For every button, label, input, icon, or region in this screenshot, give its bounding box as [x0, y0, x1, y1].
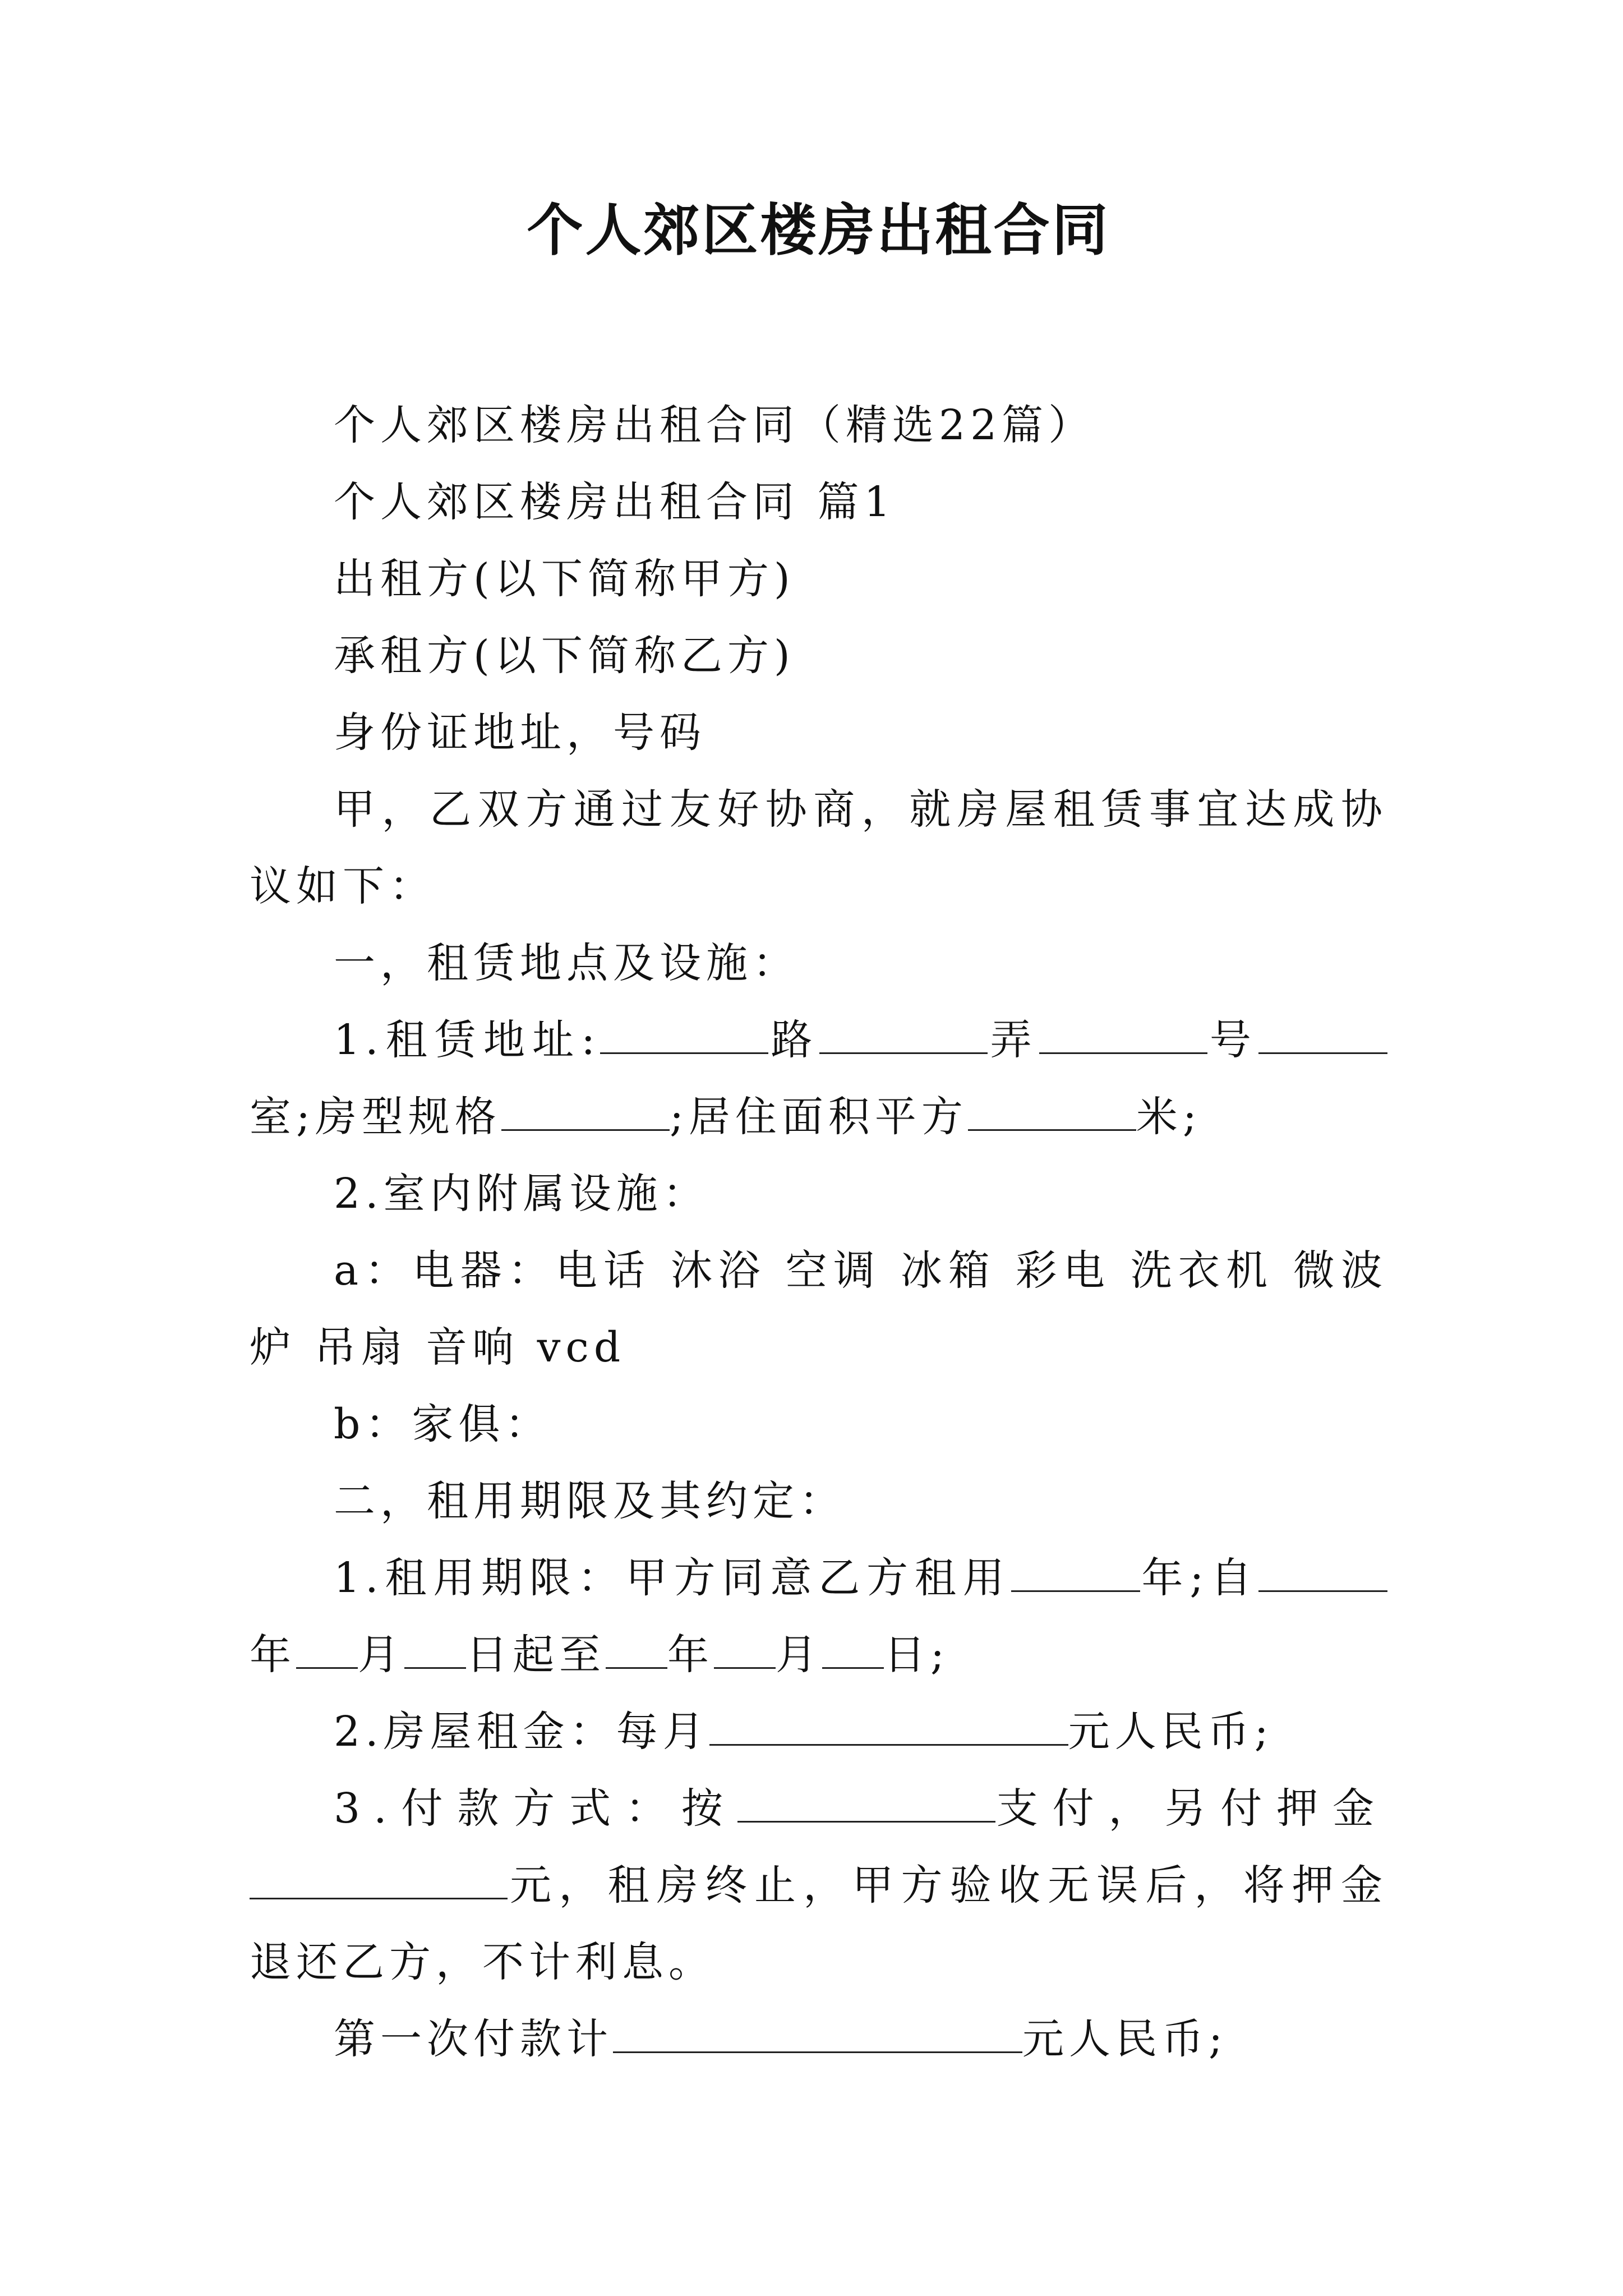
first-payment-unit: 元人民币; — [1022, 2015, 1228, 2063]
payment-mid: 支付，另付押金 — [995, 1784, 1388, 1833]
first-payment-line — [250, 2001, 1387, 2078]
appliances-line: a：电器：电话 沐浴 空调 冰箱 彩电 洗衣机 微波炉 吊扇 音响 vcd — [250, 1246, 1387, 1372]
end-day-blank — [822, 1621, 884, 1669]
document-body — [250, 387, 1387, 2078]
term-year-label: 年;自 — [1140, 1554, 1258, 1602]
start-day-label: 日起至 — [466, 1631, 606, 1679]
number-blank — [1039, 1006, 1207, 1054]
clause-one-heading: 一，租赁地点及设施： — [334, 939, 799, 987]
start-day-blank — [404, 1621, 466, 1669]
section-heading: 个人郊区楼房出租合同 篇1 — [334, 478, 896, 526]
lane-label: 弄 — [988, 1016, 1039, 1064]
deposit-blank — [250, 1852, 508, 1899]
rent-blank — [709, 1698, 1068, 1746]
start-month-blank — [296, 1621, 358, 1669]
living-area-label: ;居住面积平方 — [669, 1093, 968, 1141]
clause-two-heading: 二，租用期限及其约定： — [334, 1477, 846, 1525]
road-blank — [600, 1006, 768, 1054]
payment-paragraph — [250, 1770, 1387, 2001]
end-year-label: 年 — [667, 1631, 714, 1679]
term-label: 1.租用期限：甲方同意乙方租用 — [334, 1554, 1011, 1602]
subtitle-line: 个人郊区楼房出租合同（精选22篇） — [334, 401, 1095, 449]
area-blank — [968, 1083, 1136, 1131]
number-label: 号 — [1207, 1016, 1258, 1064]
term-years-blank — [1011, 1544, 1140, 1592]
start-year-blank — [1258, 1544, 1387, 1592]
end-month-label: 月 — [776, 1631, 822, 1679]
agreement-intro: 甲，乙双方通过友好协商，就房屋租赁事宜达成协议如下： — [250, 785, 1387, 910]
payment-label: 3.付款方式：按 — [334, 1784, 737, 1833]
furniture-line: b：家俱： — [334, 1400, 552, 1448]
first-payment-label: 第一次付款计 — [334, 2015, 613, 2063]
lease-address-paragraph — [250, 1002, 1387, 1156]
rent-unit: 元人民币; — [1068, 1708, 1274, 1756]
lessee-line: 承租方(以下简称乙方) — [334, 632, 795, 680]
payment-method-blank — [737, 1775, 995, 1823]
room-blank — [1258, 1006, 1387, 1054]
id-address-line: 身份证地址，号码 — [334, 708, 706, 757]
first-payment-blank — [613, 2005, 1022, 2053]
area-unit: 米; — [1136, 1093, 1202, 1141]
end-month-blank — [714, 1621, 776, 1669]
rent-line — [250, 1694, 1387, 1770]
address-label: 1.租赁地址: — [334, 1016, 601, 1064]
document-title: 个人郊区楼房出租合同 — [527, 197, 1110, 263]
room-type-label: 室;房型规格 — [250, 1093, 501, 1141]
rent-label: 2.房屋租金：每月 — [334, 1708, 709, 1756]
lane-blank — [819, 1006, 988, 1054]
start-month-label: 月 — [358, 1631, 404, 1679]
end-day-label: 日; — [884, 1631, 949, 1679]
road-label: 路 — [768, 1016, 820, 1064]
room-type-blank — [501, 1083, 670, 1131]
start-year-label: 年 — [250, 1631, 296, 1679]
lease-term-paragraph — [250, 1540, 1387, 1694]
lessor-line: 出租方(以下简称甲方) — [334, 555, 795, 603]
facilities-heading: 2.室内附属设施： — [334, 1170, 709, 1218]
end-year-blank — [606, 1621, 667, 1669]
deposit-tail: 元，租房终止，甲方验收无误后，将押金退还乙方，不计利息。 — [250, 1861, 1387, 1986]
